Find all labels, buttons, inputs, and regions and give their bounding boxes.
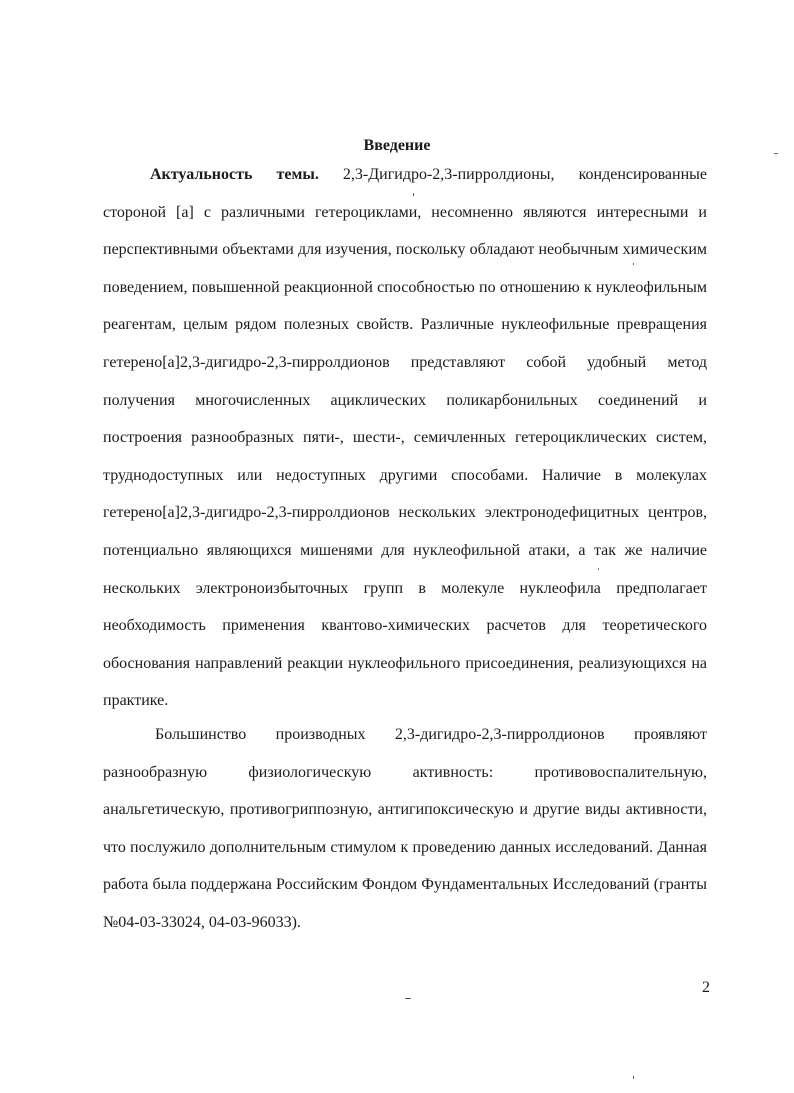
scan-speck [774, 153, 778, 154]
paragraph-text: Большинство производных 2,3-дигидро-2,3-пирролдионов проявляют разнообразную физиологическую активность: противовоспалительную, анальгетическую, противогриппозную, антигипоксическую и другие виды активности, что послужило дополнительным стимулом к проведению данных исследований. Данная работа была поддержана Российским Фондом Фундаментальных Исследований (гранты №04-03-33024, 04-03-96033). [103, 726, 707, 931]
scan-speck [405, 998, 411, 999]
paragraph-activity [103, 716, 707, 942]
scan-speck [633, 1076, 634, 1079]
section-title: Введение [363, 137, 431, 154]
paragraph-text: 2,3-Дигидро-2,3-пирролдионы, конденсированные стороной [а] с различными гетероциклами, несомненно являются интересными и перспективными объектами для изучения, поскольку обладают необычным химическим поведением, повышенной реакционной способностью по отношению к нуклеофильным реагентам, целым рядом полезных свойств. Различные нуклеофильные превращения гетерено[а]2,3-дигидро-2,3-пирролдионов представляют собой удобный метод получения многочисленных ациклических поликарбонильных соединений и построения разнообразных пяти-, шести-, семичленных гетероциклических систем, труднодоступных или недоступных другими способами. Наличие в молекулах гетерено[а]2,3-дигидро-2,3-пирролдионов нескольких электронодефицитных центров, потенциально являющихся мишенями для нуклеофильной атаки, а так же наличие нескольких электроноизбыточных групп в молекуле нуклеофила предполагает необходимость применения квантово-химических расчетов для теоретического обоснования направлений реакции нуклеофильного присоединения, реализующихся на практике. [103, 166, 708, 710]
paragraph-relevance [103, 156, 707, 720]
paragraph-lead: Актуальность темы. [150, 166, 319, 183]
scan-speck [633, 263, 634, 265]
page-number: 2 [702, 979, 710, 996]
scan-speck [413, 193, 414, 196]
scan-speck [598, 568, 599, 570]
